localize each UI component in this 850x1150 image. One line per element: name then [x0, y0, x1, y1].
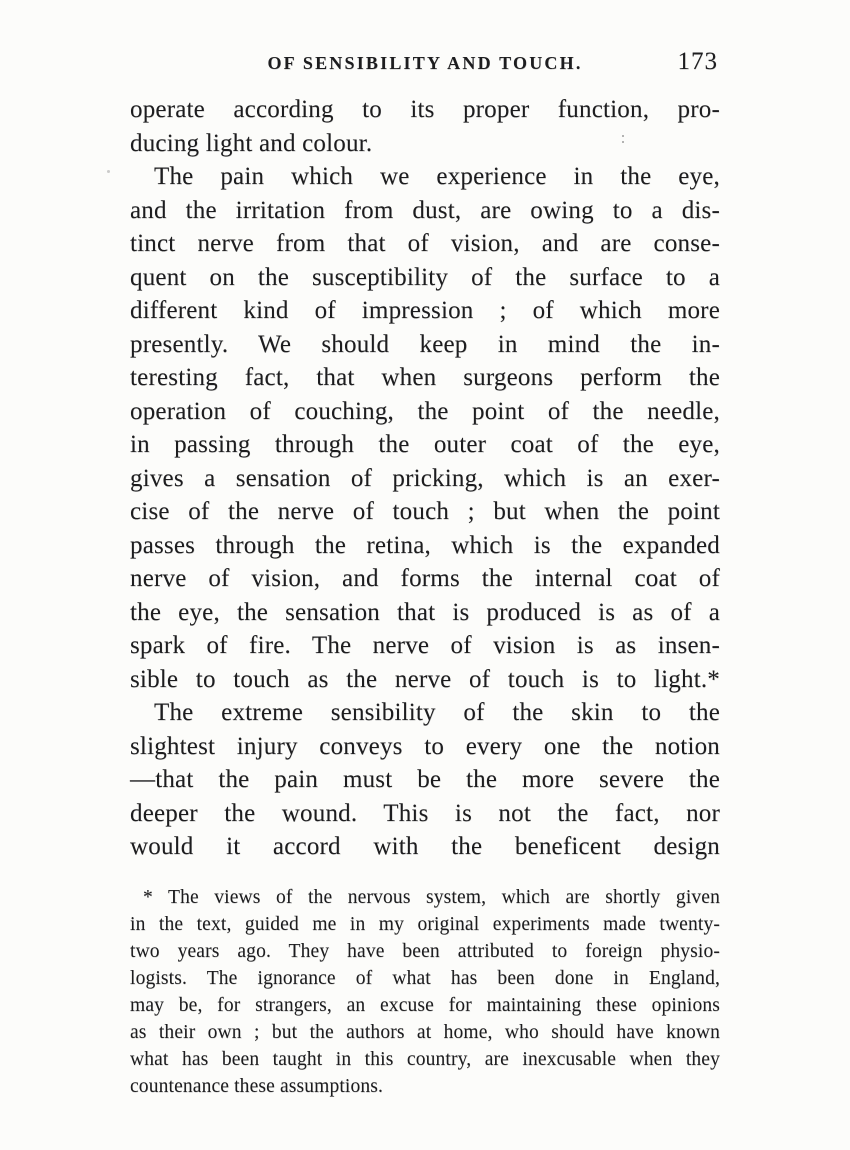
text-line: gives a sensation of pricking, which is an exer-	[130, 464, 720, 492]
text-line: The extreme sensibility of the skin to the	[154, 699, 720, 726]
text-line: slightest injury conveys to every one the notion	[130, 732, 720, 760]
text-line: spark of fire. The nerve of vision is as insen-	[130, 632, 720, 659]
footnote-line: * The views of the nervous system, which are shortly given	[143, 887, 720, 908]
text-line: the eye, the sensation that is produced is as of a	[130, 598, 720, 626]
text-line: cise of the nerve of touch ; but when the point	[130, 498, 720, 525]
text-line: operate according to its proper function, pro-	[130, 96, 720, 123]
footnote-line: what has been taught in this country, are inexcusable when they	[130, 1049, 720, 1070]
scan-speck	[622, 135, 624, 137]
footnote-line: in the text, guided me in my original experiments made twenty-	[130, 914, 720, 935]
text-line: operation of couching, the point of the needle,	[130, 397, 720, 425]
running-title: OF SENSIBILITY AND TOUCH.	[267, 53, 583, 73]
text-line: and the irritation from dust, are owing to a dis-	[130, 196, 720, 224]
text-line: teresting fact, that when surgeons perform the	[130, 364, 720, 391]
text-line: presently. We should keep in mind the in-	[130, 330, 720, 358]
text-line: different kind of impression ; of which more	[130, 297, 720, 324]
text-line: passes through the retina, which is the expanded	[130, 531, 720, 559]
text-line: deeper the wound. This is not the fact, nor	[130, 799, 720, 827]
page-number: 173	[677, 48, 718, 75]
text-line: quent on the susceptibility of the surface to a	[130, 263, 720, 291]
text-line: in passing through the outer coat of the eye,	[130, 431, 720, 458]
footnote-line: logists. The ignorance of what has been done in England,	[130, 968, 720, 989]
text-line: The pain which we experience in the eye,	[154, 163, 720, 190]
scan-speck	[272, 142, 275, 145]
text-line: sible to touch as the nerve of touch is to light.*	[130, 665, 720, 693]
scan-speck	[107, 170, 110, 173]
footnote-line: may be, for strangers, an excuse for maintaining these opinions	[130, 995, 720, 1016]
text-line: tinct nerve from that of vision, and are conse-	[130, 230, 720, 257]
text-line: nerve of vision, and forms the internal coat of	[130, 565, 720, 592]
footnote-line: countenance these assumptions.	[130, 1076, 384, 1097]
footnote	[130, 884, 720, 1100]
footnote-line: two years ago. They have been attributed to foreign physio-	[130, 941, 720, 962]
text-line: ducing light and colour.	[130, 129, 373, 157]
footnote-line: as their own ; but the authors at home, who should have known	[130, 1022, 720, 1043]
page-header	[130, 50, 720, 80]
text-line: —that the pain must be the more severe the	[130, 766, 720, 793]
body-text	[130, 93, 720, 864]
text-line: would it accord with the beneficent design	[130, 833, 720, 860]
